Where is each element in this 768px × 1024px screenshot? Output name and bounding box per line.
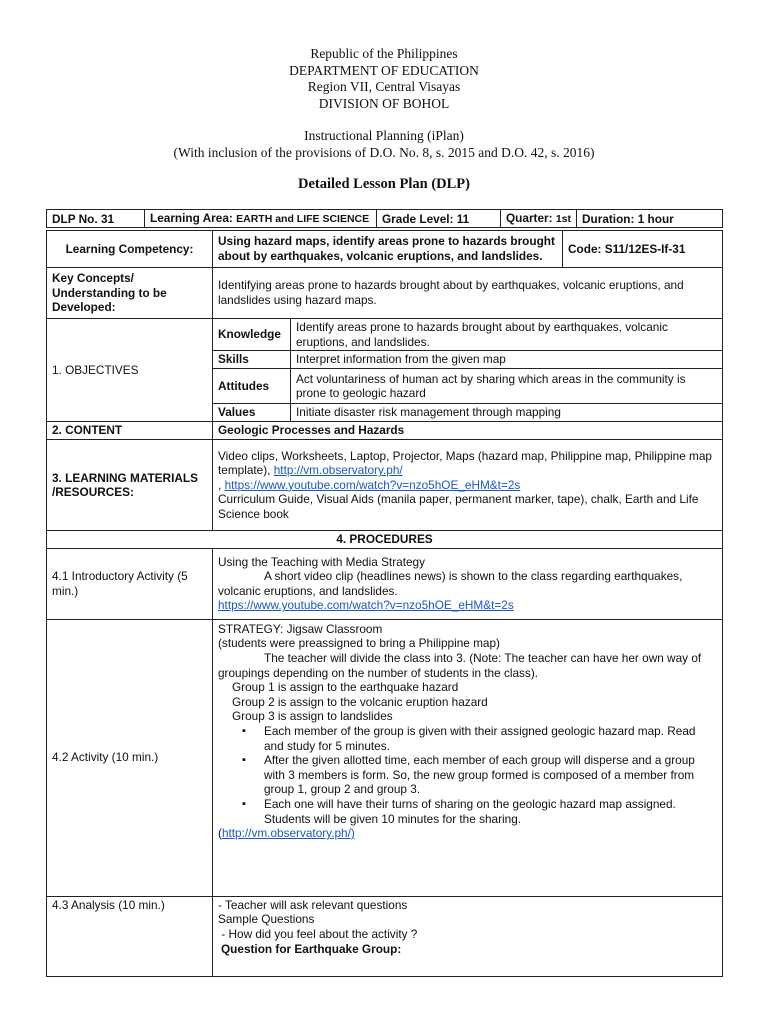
dlp-number-cell [47,210,145,228]
grade-level-label: Grade Level: [382,211,454,226]
duration-label: Duration: [582,211,635,226]
key-concepts-text: Identifying areas prone to hazards brought about by earthquakes, volcanic eruptions, and landslides using hazard maps. [213,268,723,319]
objectives-knowledge-row [47,319,723,351]
activity-bullet-2: ▪ After the given allotted time, each member of each group will disperse and a group with 3 members is form. So, the new group formed is composed of a member from group 1, group 2 and group 3. [264,753,717,797]
header-provisions: (With inclusion of the provisions of D.O. No. 8, s. 2015 and D.O. 42, s. 2016) [173,144,595,160]
competency-label: Learning Competency: [47,231,213,268]
competency-code: Code: S11/12ES-If-31 [563,231,723,268]
header-department: DEPARTMENT OF EDUCATION [289,62,479,78]
attitudes-label: Attitudes [213,369,291,404]
intro-activity-cell [213,548,723,619]
activity-group-2: Group 2 is assign to the volcanic eruption hazard [232,694,488,709]
intro-description: A short video clip (headlines news) is shown to the class regarding earthquakes, volcanic eruptions, and landslides. [218,569,683,598]
materials-books: Curriculum Guide, Visual Aids (manila paper, permanent marker, tape), chalk, Earth and Life Science book [218,492,699,522]
page-title: Detailed Lesson Plan (DLP) [298,176,470,192]
activity-paragraph: The teacher will divide the class into 3. (Note: The teacher can have her own way of groupings depending on the number of students in the class). [218,650,702,680]
observatory-link[interactable]: http://vm.observatory.ph/ [273,463,403,478]
materials-separator: , [218,477,222,492]
materials-label: 3. LEARNING MATERIALS /RESOURCES: [47,440,213,531]
procedures-heading: 4. PROCEDURES [47,531,723,549]
duration-value: 1 hour [637,211,674,226]
activity-group-1: Group 1 is assign to the earthquake hazard [232,680,459,695]
quarter-label: Quarter: [506,211,553,225]
header-republic: Republic of the Philippines [310,46,458,61]
dlp-number-label: DLP No. [52,211,98,226]
skills-label: Skills [213,351,291,369]
activity-bullet-3: ▪ Each one will have their turns of sharing on the geologic hazard map assigned. Students will be given 10 minutes for the sharing. [264,797,717,826]
learning-area-value: EARTH and LIFE SCIENCE [236,213,370,225]
quarter-value: 1st [555,213,572,225]
materials-text: Video clips, Worksheets, Laptop, Projector, Maps (hazard map, Philippine map, Philippine map template), [218,448,712,478]
values-text: Initiate disaster risk management through mapping [291,404,723,422]
knowledge-text: Identify areas prone to hazards brought about by earthquakes, volcanic eruptions, and landslides. [291,319,723,351]
activity-strategy: STRATEGY: Jigsaw Classroom [218,621,383,636]
lesson-plan-table [46,230,723,977]
duration-cell [577,210,723,228]
intro-youtube-link[interactable]: https://www.youtube.com/watch?v=nzo5hOE_eHM&t=2s [218,598,514,613]
competency-text: Using hazard maps, identify areas prone to hazards brought about by earthquakes, volcanic eruptions, and landslides. [213,231,563,268]
grade-level-cell [377,210,501,228]
intro-strategy: Using the Teaching with Media Strategy [218,554,425,569]
content-label: 2. CONTENT [47,422,213,440]
intro-activity-label: 4.1 Introductory Activity (5 min.) [47,548,213,619]
header-iplan: Instructional Planning (iPlan) [304,128,464,143]
values-label: Values [213,404,291,422]
skills-text: Interpret information from the given map [291,351,723,369]
dlp-info-table [46,209,723,228]
youtube-link[interactable]: https://www.youtube.com/watch?v=nzo5hOE_eHM&t=2s [224,477,521,492]
attitudes-text: Act voluntariness of human act by sharing which areas in the community is prone to geologic hazard [291,369,723,404]
quarter-cell [501,210,577,228]
analysis-line-4: Question for Earthquake Group: [221,941,402,956]
activity-row [47,619,723,896]
key-concepts-label: Key Concepts/ Understanding to be Developed: [47,268,213,319]
learning-area-label: Learning Area: [150,211,233,225]
activity-bullet-list [218,724,717,826]
activity-label: 4.2 Activity (10 min.) [47,619,213,896]
intro-activity-row [47,548,723,619]
objectives-label: 1. OBJECTIVES [47,319,213,422]
analysis-cell [213,896,723,976]
materials-cell [213,440,723,531]
activity-note: (students were preassigned to bring a Philippine map) [218,636,500,651]
activity-bullet-1: ▪ Each member of the group is given with their assigned geologic hazard map. Read and study for 5 minutes. [264,724,717,753]
document-header [0,46,768,112]
activity-group-3: Group 3 is assign to landslides [232,709,393,724]
analysis-line-2: Sample Questions [218,912,315,927]
header-region: Region VII, Central Visayas [307,79,461,95]
dlp-number-value: 31 [100,211,115,226]
key-concepts-row [47,268,723,319]
document-subheader [0,128,768,161]
analysis-line-1: - Teacher will ask relevant questions [218,897,408,912]
analysis-row [47,896,723,976]
grade-level-value: 11 [456,211,470,226]
header-division: DIVISION OF BOHOL [318,95,450,111]
analysis-line-3: - How did you feel about the activity ? [218,926,418,941]
activity-cell [213,619,723,896]
activity-observatory-link[interactable]: http://vm.observatory.ph/) [221,826,355,841]
competency-row [47,231,723,268]
activity-paren: ( [218,826,222,841]
learning-area-cell [145,210,377,228]
analysis-label: 4.3 Analysis (10 min.) [47,896,213,976]
knowledge-label: Knowledge [213,319,291,351]
content-text: Geologic Processes and Hazards [213,422,723,440]
materials-row [47,440,723,531]
procedures-row [47,531,723,549]
content-row [47,422,723,440]
